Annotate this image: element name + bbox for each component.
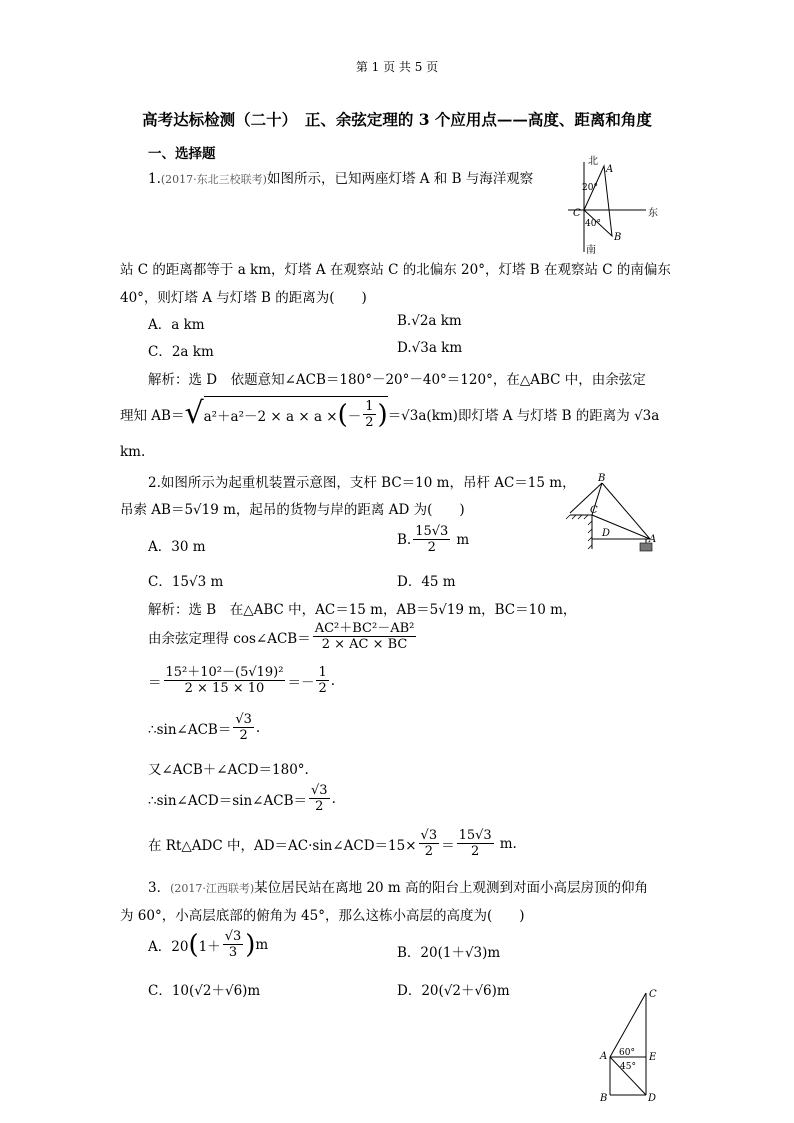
q2-option-d[interactable]: D．45 m — [397, 574, 456, 590]
q1-solution-line1: 解析：选 D 依题意知∠ACB＝180°－20°－40°＝120°，在△ABC 中，由余弦定 — [148, 372, 646, 388]
q1-sol-prefix: 理知 AB＝ — [120, 408, 185, 424]
q1-fig-b: B — [614, 232, 622, 243]
q3-fig-c: C — [649, 989, 657, 1000]
q3-fig-e: E — [649, 1052, 657, 1063]
q1-line3: 40°，则灯塔 A 与灯塔 B 的距离为( ) — [120, 290, 367, 306]
q1-fig-a: A — [606, 164, 614, 175]
q1-radical-sign: √ — [184, 396, 204, 431]
q2-line1: 2.如图所示为起重机装置示意图，支杆 BC＝10 m，吊杆 AC＝15 m， — [148, 475, 576, 491]
q2-sol3-mid: ＝－ — [287, 674, 315, 691]
q3-option-a-label: A．20 — [148, 938, 189, 955]
q3-option-a-fraction: $\frac{√3}{3}$ — [224, 929, 242, 960]
q2-crane-figure — [562, 473, 662, 557]
q3-option-a[interactable]: A．20 ( 1＋ $\frac{√3}{3}$ ) m — [148, 929, 269, 960]
q1-line1 — [148, 167, 533, 187]
q2-solution-line2 — [148, 621, 418, 652]
q2-sol6-prefix: ∴sin∠ACD＝sin∠ACB＝ — [148, 792, 307, 809]
page-number-header: 第 1 页 共 5 页 — [355, 60, 439, 74]
q2-fig-c: C — [590, 505, 598, 516]
q3-text: 某位居民站在离地 20 m 高的阳台上观测到对面小高层房顶的仰角 — [254, 880, 649, 896]
q1-radicand-text: a²＋a²－2 × a × a × — [203, 408, 338, 425]
q2-solution-line6: ∴sin∠ACD＝sin∠ACB＝ $\frac{√3}{2}$ . — [148, 783, 336, 814]
q2-solution-line1: 解析：选 B 在△ABC 中，AC＝15 m，AB＝5√19 m，BC＝10 m， — [148, 602, 577, 618]
q2-sin-acd-fraction: $\frac{√3}{2}$ — [311, 783, 328, 814]
q1-fraction-half: $\frac{1}{2}$ — [365, 399, 374, 430]
q3-option-c[interactable]: C．10(√2＋√6)m — [148, 983, 261, 999]
q2-ad-fraction2: $\frac{15√3}{2}$ — [458, 828, 492, 859]
q2-option-b-unit: m — [456, 531, 470, 548]
q3-number: 3． — [148, 880, 171, 896]
q1-fig-ang1: 20° — [582, 183, 598, 193]
q1-option-c[interactable]: C．2a km — [148, 344, 214, 360]
q2-sol3-eq: ＝ — [148, 674, 162, 691]
q2-solution-line7: 在 Rt△ADC 中，AD＝AC·sin∠ACD＝15× $\frac{√3}{2}$ ＝ $\frac{15√3}{2}$ m. — [148, 828, 517, 859]
q3-fig-ang2: 45° — [620, 1062, 636, 1072]
q2-fig-b: B — [598, 473, 606, 484]
section-heading: 一、选择题 — [148, 146, 216, 162]
q3-fig-ang1: 60° — [619, 1048, 635, 1058]
q2-sin-fraction: $\frac{√3}{2}$ — [235, 712, 252, 743]
q2-ad-fraction1: $\frac{√3}{2}$ — [420, 828, 438, 859]
q3-option-d[interactable]: D．20(√2＋√6)m — [397, 983, 510, 999]
page-title: 高考达标检测（二十） 正、余弦定理的 3 个应用点——高度、距离和角度 — [142, 110, 652, 129]
q2-sol2-prefix: 由余弦定理得 cos∠ACB＝ — [148, 630, 311, 647]
q3-line2: 为 60°，小高层底部的俯角为 45°，那么这栋小高层的高度为( ) — [120, 908, 525, 924]
q1-sol-suffix: ＝√3a(km)即灯塔 A 与灯塔 B 的距离为 √3a — [387, 408, 660, 424]
q1-fig-east: 东 — [648, 208, 658, 219]
q3-fig-b: B — [600, 1093, 608, 1104]
q3-line1 — [148, 876, 648, 896]
q1-option-b[interactable]: B.√2a km — [397, 313, 462, 329]
q2-fig-d: D — [602, 528, 611, 539]
q1-solution-line2 — [120, 396, 659, 432]
q1-lighthouse-figure — [560, 152, 670, 258]
q1-number: 1. — [148, 171, 161, 187]
q2-cos-value-fraction: $\frac{\text{15²＋10²－(5√19)²}}{2 \times 15 \times 10}$ — [165, 665, 284, 696]
q3-fig-d: D — [648, 1093, 657, 1104]
q2-solution-line4: ∴sin∠ACB＝ $\frac{√3}{2}$ . — [148, 712, 261, 743]
q2-solution-line3: ＝ $\frac{\text{15²＋10²－(5√19)²}}{2 \times 15 \times 10}$ ＝－ $\frac{1}{2}$ . — [148, 665, 336, 696]
q1-option-a[interactable]: A．a km — [148, 317, 205, 333]
q1-fig-c: C — [573, 208, 581, 219]
q1-fig-south: 南 — [586, 245, 596, 256]
q1-radicand-minus: － — [347, 408, 362, 425]
q1-source: (2017·东北三校联考) — [160, 173, 267, 186]
q1-fig-north: 北 — [588, 156, 598, 167]
q2-sol4-prefix: ∴sin∠ACB＝ — [148, 721, 232, 738]
q2-option-a[interactable]: A．30 m — [148, 539, 206, 555]
q3-source: (2017·江西联考) — [170, 882, 255, 895]
q1-radicand: a²＋a²－2 × a × a × ( － $\frac{1}{2}$ ) — [204, 396, 388, 432]
q1-solution-line3: km. — [120, 444, 146, 460]
q1-fig-ang2: 40° — [585, 219, 601, 229]
q2-option-b-fraction: $\frac{15√3}{2}$ — [415, 524, 449, 555]
q2-fig-a: A — [649, 534, 657, 545]
q2-half-fraction: $\frac{1}{2}$ — [318, 665, 327, 696]
q2-sol7-prefix: 在 Rt△ADC 中，AD＝AC·sin∠ACD＝15× — [148, 837, 417, 854]
q2-line2: 吊索 AB＝5√19 m，起吊的货物与岸的距离 AD 为( ) — [120, 502, 465, 518]
q2-option-c[interactable]: C．15√3 m — [148, 574, 224, 590]
q2-solution-line5: 又∠ACB＋∠ACD＝180°. — [148, 762, 309, 778]
q1-line2: 站 C 的距离都等于 a km，灯塔 A 在观察站 C 的北偏东 20°，灯塔 B 在观察站 C 的南偏东 — [120, 262, 671, 278]
q2-option-b[interactable] — [397, 524, 469, 555]
q3-building-figure — [596, 985, 666, 1105]
q2-option-b-label: B. — [397, 531, 412, 548]
q3-fig-a: A — [600, 1051, 608, 1062]
q3-option-b[interactable]: B．20(1＋√3)m — [397, 945, 501, 961]
q1-option-d[interactable]: D.√3a km — [397, 340, 463, 356]
q2-cos-fraction: $\frac{\text{AC²＋BC²－AB²}}{2 \times AC \times BC}$ — [314, 621, 415, 652]
q1-text: 如图所示，已知两座灯塔 A 和 B 与海洋观察 — [266, 171, 534, 187]
